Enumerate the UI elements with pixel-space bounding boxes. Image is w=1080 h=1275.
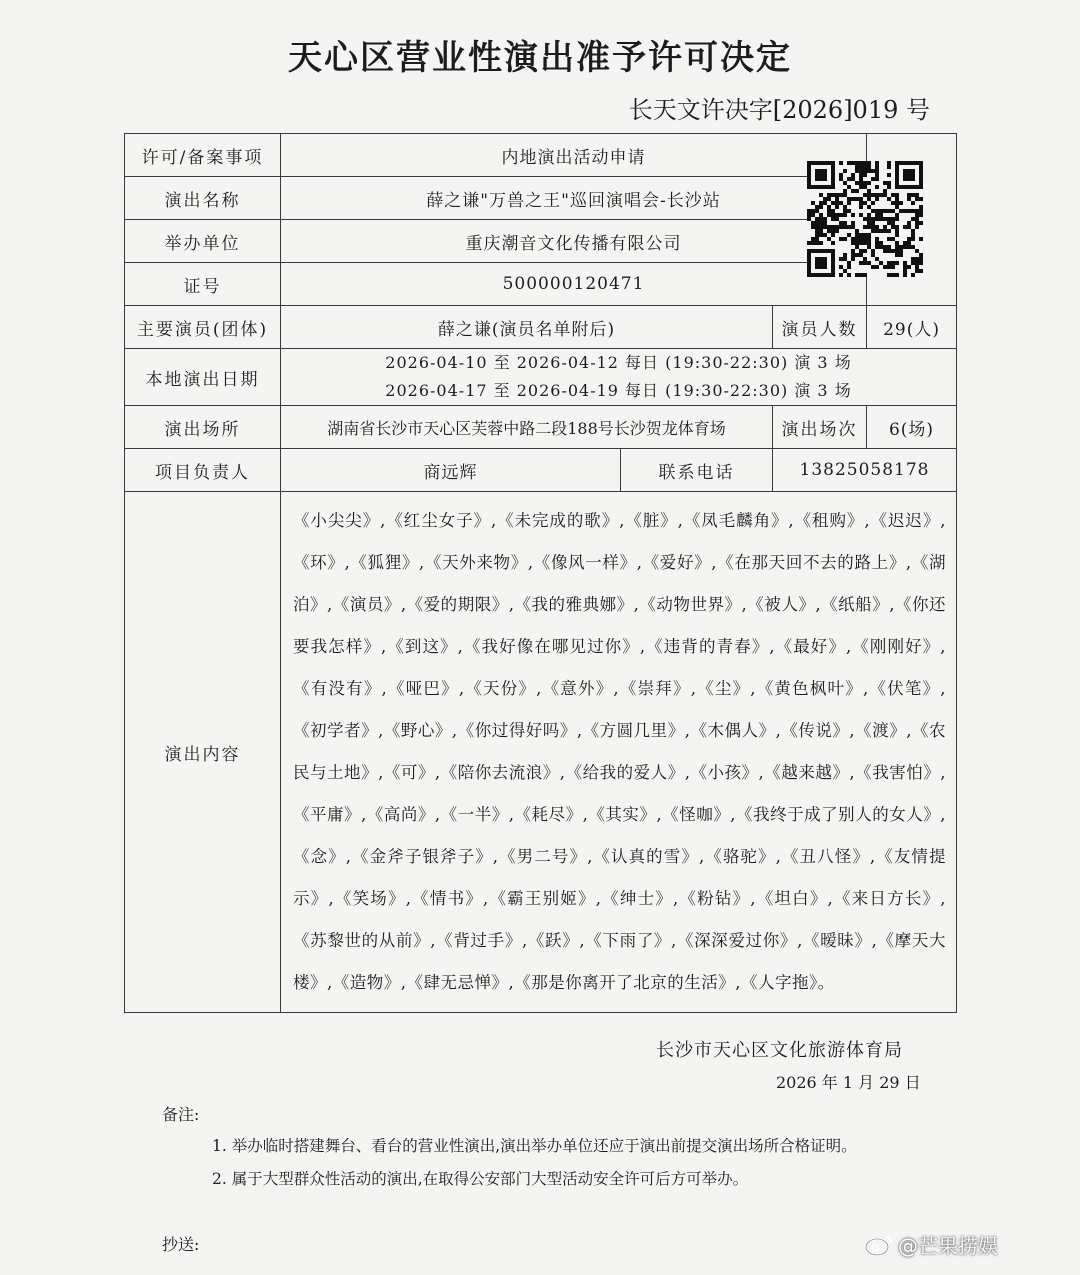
document-number: 长天文许决字[2026]019 号 xyxy=(628,96,930,124)
value-venue: 湖南省长沙市天心区芙蓉中路二段188号长沙贺龙体育场 xyxy=(281,406,773,449)
issuer: 长沙市天心区文化旅游体育局 xyxy=(656,1040,903,1061)
label-content: 演出内容 xyxy=(125,492,281,1013)
value-organizer: 重庆潮音文化传播有限公司 xyxy=(281,220,867,263)
label-local-dates: 本地演出日期 xyxy=(125,349,281,406)
cc-label: 抄送: xyxy=(162,1235,200,1254)
label-performer-count: 演员人数 xyxy=(773,306,867,349)
label-show-count: 演出场次 xyxy=(773,406,867,449)
label-venue: 演出场所 xyxy=(125,406,281,449)
weibo-icon xyxy=(864,1234,894,1256)
value-permit-item: 内地演出活动申请 xyxy=(281,134,867,177)
label-permit-item: 许可/备案事项 xyxy=(125,134,281,177)
value-show-count: 6(场) xyxy=(867,406,957,449)
value-project-lead: 商远辉 xyxy=(281,449,621,492)
date-line-2: 2026-04-17 至 2026-04-19 每日 (19:30-22:30) 演 3 场 xyxy=(385,381,852,400)
note-1: 1. 举办临时搭建舞台、看台的营业性演出,演出举办单位还应于演出前提交演出场所合格证明。 xyxy=(212,1137,857,1155)
label-phone: 联系电话 xyxy=(621,449,773,492)
label-project-lead: 项目负责人 xyxy=(125,449,281,492)
value-main-performer: 薛之谦(演员名单附后) xyxy=(281,306,773,349)
value-show-name: 薛之谦"万兽之王"巡回演唱会-长沙站 xyxy=(281,177,867,220)
label-show-name: 演出名称 xyxy=(125,177,281,220)
date-line-1: 2026-04-10 至 2026-04-12 每日 (19:30-22:30) 演 3 场 xyxy=(385,353,852,372)
label-main-performer: 主要演员(团体) xyxy=(125,306,281,349)
qr-code-icon xyxy=(807,161,923,277)
document-title: 天心区营业性演出准予许可决定 xyxy=(288,38,792,78)
watermark-text: @芒果捞娱 xyxy=(898,1234,998,1258)
label-license-no: 证号 xyxy=(125,263,281,306)
issue-date: 2026 年 1 月 29 日 xyxy=(776,1073,921,1092)
value-local-dates xyxy=(281,349,957,406)
label-organizer: 举办单位 xyxy=(125,220,281,263)
value-license-no: 500000120471 xyxy=(281,263,867,306)
value-phone: 13825058178 xyxy=(773,449,957,492)
value-content: 《小尖尖》,《红尘女子》,《未完成的歌》,《脏》,《凤毛麟角》,《租购》,《迟迟》,《环》,《狐狸》,《天外来物》,《像风一样》,《爱好》,《在那天回不去的路上》,《湖泊》,《演员》,《爱的期限》,《我的雅典娜》,《动物世界》,《被人》,《纸船》,《你还要我怎样》,《到这》,《我好像在哪见过你》,《违背的青春》,《最好》,《刚刚好》,《有没有》,《哑巴》,《天份》,《意外》,《崇拜》,《尘》,《黄色枫叶》,《伏笔》,《初学者》,《野心》,《你过得好吗》,《方圆几里》,《木偶人》,《传说》,《渡》,《农民与土地》,《可》,《陪你去流浪》,《给我的爱人》,《小孩》,《越来越》,《我害怕》,《平庸》,《高尚》,《一半》,《耗尽》,《其实》,《怪咖》,《我终于成了别人的女人》,《念》,《金斧子银斧子》,《男二号》,《认真的雪》,《骆驼》,《丑八怪》,《友情提示》,《笑场》,《情书》,《霸王别姬》,《绅士》,《粉钻》,《坦白》,《来日方长》,《苏黎世的从前》,《背过手》,《跃》,《下雨了》,《深深爱过你》,《暧昧》,《摩天大楼》,《造物》,《肆无忌惮》,《那是你离开了北京的生活》,《人字拖》。 xyxy=(281,492,957,1013)
notes-title: 备注: xyxy=(162,1105,200,1124)
value-performer-count: 29(人) xyxy=(867,306,957,349)
note-2: 2. 属于大型群众性活动的演出,在取得公安部门大型活动安全许可后方可举办。 xyxy=(212,1170,749,1188)
permit-table xyxy=(124,133,956,1013)
